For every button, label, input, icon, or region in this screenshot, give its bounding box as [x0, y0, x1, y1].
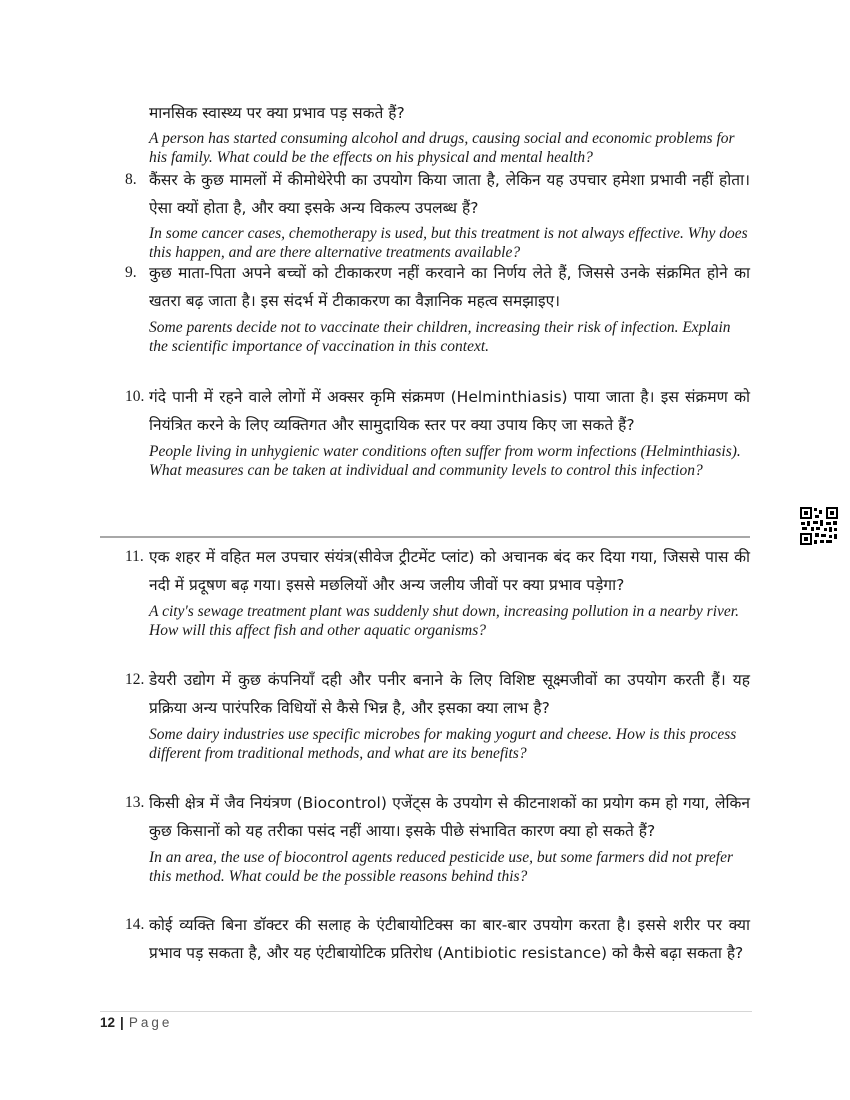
question-number: 13.	[125, 794, 145, 811]
question-english-text: A city's sewage treatment plant was suddenly shut down, increasing pollution in a nearby river. How will this affect fish and other aquatic organisms?	[149, 603, 739, 639]
question-english-text: Some parents decide not to vaccinate their children, increasing their risk of infection. Explain the scientific importance of vaccination in this context.	[149, 319, 731, 355]
question-10	[125, 383, 750, 480]
question-hindi-text: कोई व्यक्ति बिना डॉक्टर की सलाह के एंटीबायोटिक्स का बार-बार उपयोग करता है। इससे शरीर पर क्या प्रभाव पड़ सकता है, और यह एंटीबायोटिक प्रतिरोध (Antibiotic resistance) को कैसे बढ़ा सकता है?	[149, 916, 750, 962]
question-14	[125, 911, 750, 967]
question-13	[125, 789, 750, 886]
question-number: 11.	[125, 548, 144, 565]
question-number: 12.	[125, 671, 145, 688]
question-hindi-text: कैंसर के कुछ मामलों में कीमोथेरेपी का उपयोग किया जाता है, लेकिन यह उपचार हमेशा प्रभावी नहीं होता। ऐसा क्यों होता है, और क्या इसके अन्य विकल्प उपलब्ध हैं?	[149, 171, 750, 217]
question-english-text: Some dairy industries use specific microbes for making yogurt and cheese. How is this process different from traditional methods, and what are its benefits?	[149, 726, 737, 762]
question-continuation	[125, 99, 750, 167]
question-number: 8.	[125, 171, 137, 188]
question-hindi-text: एक शहर में वहित मल उपचार संयंत्र(सीवेज ट्रीटमेंट प्लांट) को अचानक बंद कर दिया गया, जिससे पास की नदी में प्रदूषण बढ़ गया। इससे मछलियों और अन्य जलीय जीवों पर क्या प्रभाव पड़ेगा?	[149, 548, 750, 594]
question-9	[125, 259, 750, 356]
question-number: 14.	[125, 916, 145, 933]
question-number: 10.	[125, 388, 145, 405]
footer-separator: |	[120, 1015, 124, 1030]
section-divider	[100, 536, 750, 538]
question-hindi-text: किसी क्षेत्र में जैव नियंत्रण (Biocontrol) एजेंट्स के उपयोग से कीटनाशकों का प्रयोग कम हो गया, लेकिन कुछ किसानों को यह तरीका पसंद नहीं आया। इसके पीछे संभावित कारण क्या हो सकते हैं?	[149, 794, 750, 840]
question-12	[125, 666, 750, 763]
question-8	[125, 166, 750, 262]
question-hindi-text: गंदे पानी में रहने वाले लोगों में अक्सर कृमि संक्रमण (Helminthiasis) पाया जाता है। इस संक्रमण को नियंत्रित करने के लिए व्यक्तिगत और सामुदायिक स्तर पर क्या उपाय किए जा सकते हैं?	[149, 388, 750, 434]
question-11	[125, 543, 750, 640]
page-number: 12	[100, 1015, 116, 1030]
question-hindi-text: कुछ माता-पिता अपने बच्चों को टीकाकरण नहीं करवाने का निर्णय लेते हैं, जिससे उनके संक्रमित होने का खतरा बढ़ जाता है। इस संदर्भ में टीकाकरण का वैज्ञानिक महत्व समझाइए।	[149, 264, 750, 310]
footer-divider	[100, 1011, 752, 1012]
question-hindi-text: डेयरी उद्योग में कुछ कंपनियाँ दही और पनीर बनाने के लिए विशिष्ट सूक्ष्मजीवों का उपयोग करती हैं। यह प्रक्रिया अन्य पारंपरिक विधियों से कैसे भिन्न है, और इसका क्या लाभ है?	[149, 671, 750, 717]
question-number: 9.	[125, 264, 137, 281]
qr-code-icon	[799, 506, 839, 546]
question-hindi-text: मानसिक स्वास्थ्य पर क्या प्रभाव पड़ सकते हैं?	[149, 104, 405, 122]
question-english-text: People living in unhygienic water conditions often suffer from worm infections (Helminthiasis). What measures can be taken at individual and community levels to control this infection?	[149, 443, 741, 479]
page-label: Page	[128, 1015, 173, 1030]
question-english-text: A person has started consuming alcohol and drugs, causing social and economic problems for his family. What could be the effects on his physical and mental health?	[149, 130, 735, 166]
question-english-text: In an area, the use of biocontrol agents reduced pesticide use, but some farmers did not prefer this method. What could be the possible reasons behind this?	[149, 849, 734, 885]
question-english-text: In some cancer cases, chemotherapy is used, but this treatment is not always effective. Why does this happen, and are there alternative treatments available?	[149, 225, 748, 261]
page-footer	[100, 1015, 172, 1030]
